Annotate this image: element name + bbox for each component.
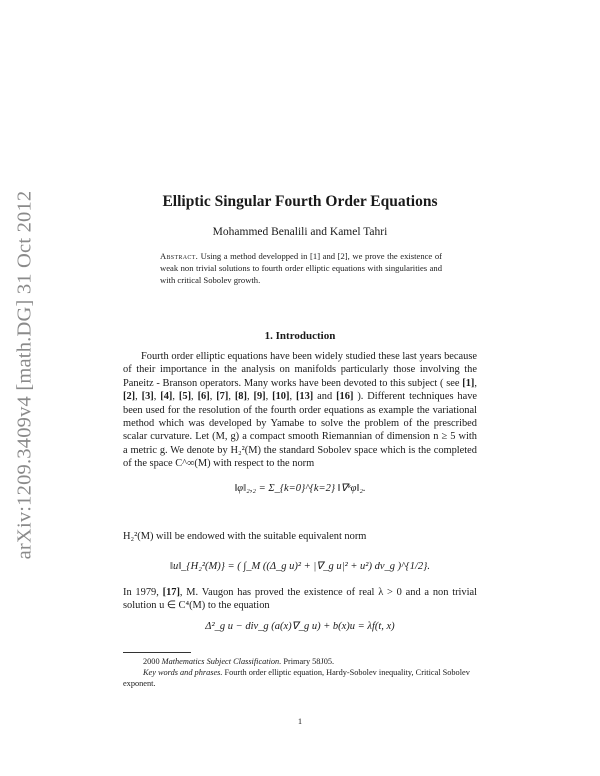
citation-ref: [5] — [178, 391, 192, 403]
footnote-msc-value: Primary 58J05. — [283, 657, 335, 666]
footnote-msc-year: 2000 — [143, 657, 160, 666]
norm-paragraph: H₂²(M) will be endowed with the suitable equivalent norm — [123, 531, 367, 542]
footnote-msc — [123, 656, 477, 667]
vaugon-text-b: , M. Vaugon has proved the existence of real λ > 0 and a non trivial solution u ∈ C⁴(M) to the equation — [123, 587, 478, 612]
vaugon-text-a: In 1979, — [123, 587, 163, 598]
citation-ref: [2] — [123, 391, 136, 403]
footnote-keywords-value: Fourth order elliptic equation, Hardy-Sobolev inequality, Critical Sobolev exponent. — [123, 668, 470, 688]
citation-ref: [6] — [197, 391, 210, 403]
citation-ref: [3] — [141, 391, 154, 403]
citation-ref: [13] — [295, 391, 314, 403]
intro-paragraph — [123, 350, 477, 471]
citation-17: [17] — [162, 587, 180, 598]
citation-ref: [8] — [234, 391, 247, 403]
page-number: 1 — [297, 716, 303, 726]
intro-text-a: Fourth order elliptic equations have been widely studied these last years because of their importance in the analysis on manifolds particularly those involving the Paneitz - Branson operators. Many works have been devoted to this subject ( see — [123, 351, 477, 389]
citation-ref: [16] — [336, 391, 354, 403]
footnote-keywords — [123, 667, 477, 689]
equation-norm: ‖φ‖₂,₂ = Σ_{k=0}^{k=2} ‖∇ᵏφ‖₂. — [234, 483, 366, 494]
citation-ref: [4] — [160, 391, 173, 403]
section-number: 1. — [264, 330, 273, 342]
section-title: Introduction — [275, 330, 336, 342]
vaugon-paragraph — [123, 586, 477, 613]
paper-title: Elliptic Singular Fourth Order Equations — [162, 193, 438, 210]
equation-equivalent-norm: ‖u‖_{H₂²(M)} = ( ∫_M ((Δ_g u)² + |∇_g u|² + u²) dv_g )^{1/2}. — [170, 561, 430, 572]
citation-list: [1], [2], [3], [4], [5], [6], [7], [8], [9], [10], [13] and [16] — [123, 377, 477, 403]
abstract-label: Abstract. — [160, 251, 199, 261]
citation-ref: [9] — [253, 391, 266, 403]
footnote-keywords-label: Key words and phrases. — [143, 668, 223, 677]
equation-main: Δ²_g u − div_g (a(x)∇_g u) + b(x)u = λf(t, x) — [205, 621, 395, 632]
citation-ref: [1] — [462, 377, 475, 389]
arxiv-id: arXiv:1209.3409v4 [math.DG] 31 Oct 2012 — [13, 190, 36, 560]
footnote-msc-label: Mathematics Subject Classification. — [161, 657, 282, 666]
citation-ref: [10] — [272, 391, 290, 403]
section-heading — [0, 330, 600, 342]
paper-authors: Mohammed Benalili and Kamel Tahri — [212, 226, 388, 238]
abstract-text: Using a method developped in [1] and [2], we prove the existence of weak non trivial solutions to fourth order elliptic equations with singularities and with critical Sobolev growth. — [160, 251, 442, 285]
arxiv-sidebar-stamp — [9, 180, 41, 570]
citation-ref: [7] — [216, 391, 229, 403]
abstract — [160, 250, 442, 286]
intro-text-b: ). Different techniques have been used for the resolution of the fourth order equations as example the variational method which was developed by Yamabe to solve the problem of the prescribed scalar curvature. Let (M, g) a compact smooth Riemannian of dimension n ≥ 5 with a metric g. We denote by H₂²(M) the standard Sobolev space which is the completed of the space C^∞(M) with respect to the norm — [123, 391, 478, 470]
footnote-rule — [123, 652, 191, 653]
